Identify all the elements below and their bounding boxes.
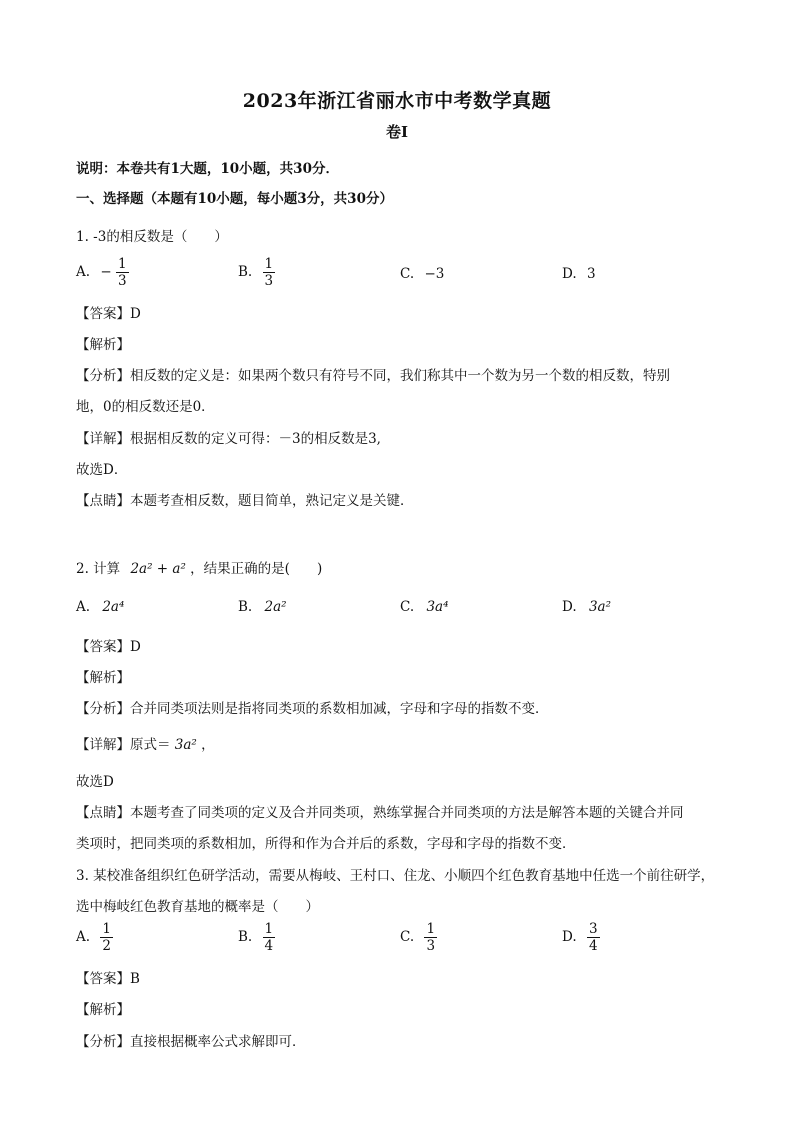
numerator: 1 [117, 256, 127, 272]
denominator: 4 [264, 938, 274, 955]
q2-answer: 【答案】D [76, 639, 141, 655]
option-letter: C. [400, 929, 415, 946]
page-title: 2023年浙江省丽水市中考数学真题 [242, 90, 552, 112]
denominator: 3 [264, 273, 274, 290]
q1-analysis-heading: 【解析】 [76, 337, 130, 353]
option-value: 3 [586, 266, 596, 282]
stem-expression: 2a² + a² [130, 561, 186, 577]
numerator: 1 [264, 256, 274, 272]
q2-option-d [562, 599, 611, 615]
denominator: 2 [102, 938, 111, 955]
q2-comment-line-2: 类项时，把同类项的系数相加，所得和作为合并后的系数，字母和字母的指数不变． [76, 836, 576, 852]
q3-option-b [238, 922, 275, 953]
q2-choice: 故选D [76, 774, 114, 790]
option-letter: D. [562, 929, 577, 946]
q2-comment-line-1: 【点睛】本题考查了同类项的定义及合并同类项，熟练掌握合并同类项的方法是解答本题的关键合并同 [76, 805, 684, 821]
option-letter: D. [562, 599, 577, 615]
instructions-note: 说明：本卷共有1大题，10小题，共30分． [76, 161, 339, 177]
q3-analysis: 【分析】直接根据概率公式求解即可． [76, 1034, 306, 1050]
question-2-stem [76, 557, 322, 577]
option-letter: B. [238, 599, 253, 615]
fraction [263, 922, 276, 953]
solution-text: 【详解】原式＝ [76, 737, 171, 753]
option-value: −3 [424, 266, 445, 282]
q2-analysis-heading: 【解析】 [76, 670, 130, 686]
solution-text: ， [201, 737, 215, 753]
q3-option-a [76, 922, 113, 953]
q2-detailed-solution [76, 733, 215, 753]
q2-analysis: 【分析】合并同类项法则是指将同类项的系数相加减，字母和字母的指数不变． [76, 701, 549, 717]
question-1-stem: 1. -3的相反数是（ ） [76, 229, 228, 245]
q1-option-c [400, 266, 444, 282]
option-letter: C. [400, 266, 415, 282]
q1-analysis-line-2: 地，0的相反数还是0． [76, 399, 215, 415]
question-3-stem-line-2: 选中梅岐红色教育基地的概率是（ ） [76, 899, 319, 915]
option-value: 3a⁴ [426, 599, 449, 615]
fraction [587, 922, 600, 953]
option-letter: B. [238, 929, 253, 946]
q3-answer: 【答案】B [76, 971, 140, 987]
numerator: 1 [102, 921, 111, 937]
option-value: 3a² [588, 599, 611, 615]
minus-sign: − [100, 264, 112, 281]
denominator: 4 [588, 938, 598, 955]
numerator: 3 [588, 921, 598, 937]
q3-analysis-heading: 【解析】 [76, 1002, 130, 1018]
q2-option-b [238, 599, 287, 615]
q3-option-d [562, 922, 600, 953]
denominator: 3 [117, 273, 127, 290]
option-letter: A. [76, 599, 91, 615]
stem-text: ，结果正确的是( ) [190, 561, 323, 577]
q1-option-b [238, 257, 275, 288]
stem-text: 2. 计算 [76, 561, 121, 577]
q1-comment: 【点睛】本题考查相反数，题目简单，熟记定义是关键． [76, 493, 414, 509]
option-value: 2a² [264, 599, 287, 615]
q1-detailed-solution: 【详解】根据相反数的定义可得：－3的相反数是3, [76, 431, 381, 447]
fraction [100, 922, 113, 953]
q2-option-a [76, 599, 124, 615]
section-heading: 一、选择题（本题有10小题，每小题3分，共30分） [76, 191, 393, 207]
q1-option-a [76, 257, 129, 288]
option-value: 2a⁴ [102, 599, 125, 615]
numerator: 1 [426, 921, 436, 937]
option-letter: A. [76, 929, 91, 946]
question-3-stem-line-1: 3. 某校准备组织红色研学活动，需要从梅岐、王村口、住龙、小顺四个红色教育基地中任选一个前往研学， [76, 868, 715, 884]
q1-answer: 【答案】D [76, 306, 141, 322]
q3-option-c [400, 922, 437, 953]
solution-expression: 3a² [174, 737, 197, 753]
fraction [116, 257, 129, 288]
q2-option-c [400, 599, 449, 615]
fraction [263, 257, 276, 288]
numerator: 1 [264, 921, 274, 937]
option-letter: B. [238, 264, 253, 281]
q1-option-d [562, 266, 596, 282]
q1-analysis-line-1: 【分析】相反数的定义是：如果两个数只有符号不同，我们称其中一个数为另一个数的相反数，特别 [76, 368, 670, 384]
fraction [424, 922, 437, 953]
option-letter: A. [76, 264, 91, 281]
denominator: 3 [426, 938, 436, 955]
option-letter: C. [400, 599, 415, 615]
option-letter: D. [562, 266, 577, 282]
q1-choice: 故选D． [76, 462, 128, 478]
volume-label: 卷Ⅰ [385, 123, 409, 141]
